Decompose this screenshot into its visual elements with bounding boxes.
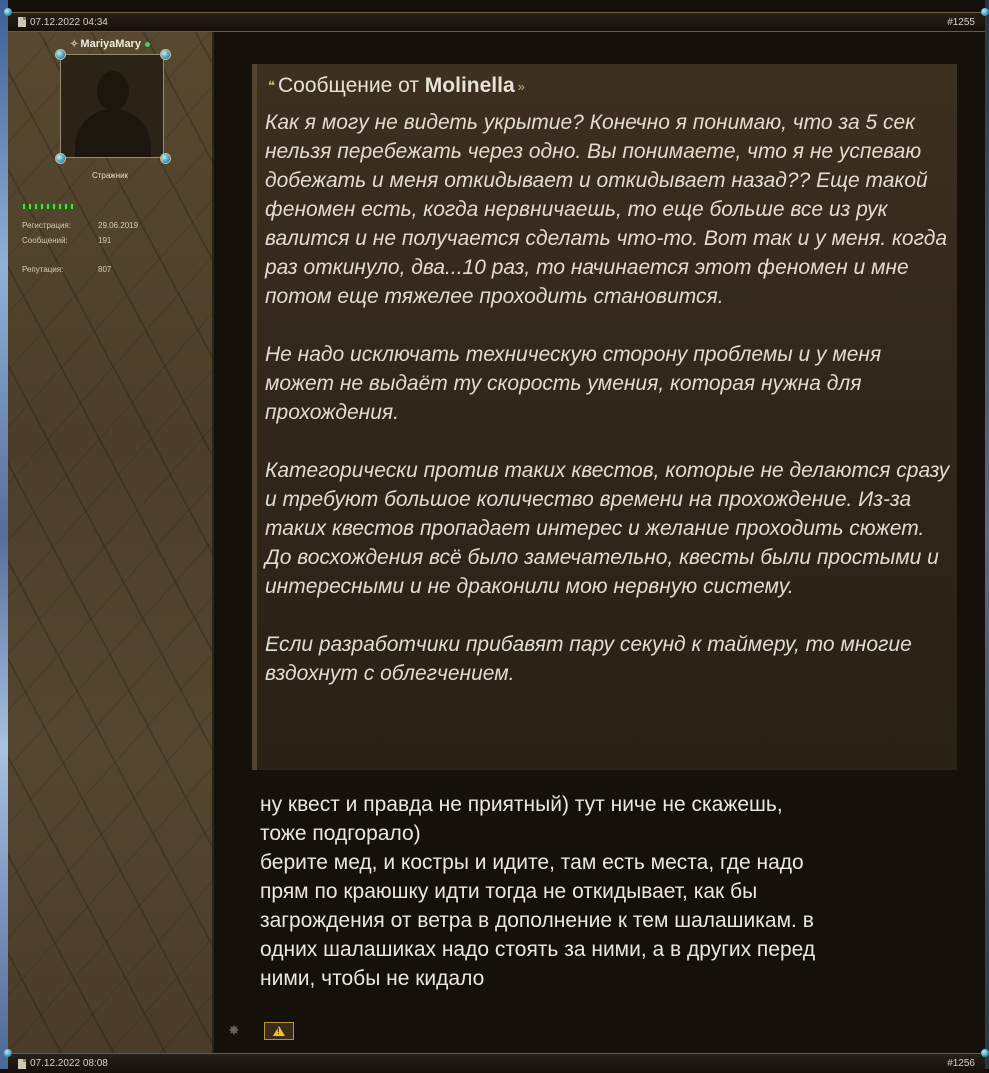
next-post-header: [8, 1053, 985, 1073]
reply-line: ними, чтобы не кидало: [260, 967, 485, 990]
document-icon: [18, 17, 26, 27]
registration-label: Регистрация:: [22, 221, 71, 230]
gear-icon[interactable]: ✸: [228, 1022, 240, 1038]
view-post-icon[interactable]: »: [517, 78, 525, 94]
quote-block: [252, 64, 957, 770]
next-post-number-link[interactable]: #1256: [947, 1058, 975, 1069]
avatar[interactable]: [60, 54, 164, 158]
post-date: 07.12.2022 04:34: [30, 16, 108, 28]
quote-paragraph: Если разработчики прибавят пару секунд к таймеру, то многие вздохнут с облегчением.: [265, 633, 912, 685]
reply-line: одних шалашиках надо стоять за ними, а в других перед: [260, 938, 816, 961]
quote-prefix: Сообщение от: [278, 74, 419, 97]
quote-header: [265, 74, 528, 98]
quote-paragraph: Категорически против таких квестов, которые не делаются сразу и требуют большое количество времени на прохождение. Из-за таких квестов пропадает интерес и желание проходить сюжет. До восхождения всё было замечательно, квесты были простыми и интересными и не драконили мою нервную систему.: [265, 459, 950, 598]
frame-gem-icon: [55, 49, 66, 60]
reply-line: берите мед, и костры и идите, там есть места, где надо: [260, 851, 804, 874]
quote-paragraph: Не надо исключать техническую сторону проблемы и у меня может не выдаёт ту скорость умения, которая нужна для прохождения.: [265, 343, 882, 424]
reply-text: [260, 790, 970, 993]
post-number-link[interactable]: #1255: [947, 16, 975, 28]
quote-author: Molinella: [424, 74, 515, 97]
quote-body: [265, 108, 950, 688]
frame-gem-icon: [160, 49, 171, 60]
messages-label: Сообщений:: [22, 236, 68, 245]
right-background-strip: [985, 0, 989, 1069]
messages-value: 191: [98, 236, 112, 245]
frame-gem-icon: [55, 153, 66, 164]
quote-paragraph: Как я могу не видеть укрытие? Конечно я понимаю, что за 5 сек нельзя перебежать через одно. Вы понимаете, что я не успеваю добежать и меня откидывает и откидывает назад?? Еще такой феномен есть, когда нервничаешь, то еще больше все из рук валится и не получается сделать что-то. Вот так и у меня. когда раз откинуло, два...10 раз, то начинается этот феномен и мне потом еще тяжелее проходить становится.: [265, 111, 947, 308]
user-rank: Стражник: [91, 171, 129, 180]
post-header: [8, 12, 985, 32]
online-status-icon: [145, 42, 150, 47]
avatar-silhouette-body: [75, 109, 151, 158]
reply-line: тоже подгорало): [260, 822, 421, 845]
document-icon: [18, 1059, 26, 1069]
report-post-button[interactable]: [264, 1022, 294, 1040]
frame-gem-icon: [160, 153, 171, 164]
messages-info: [22, 236, 112, 245]
registration-info: [22, 221, 139, 230]
post-footer: [228, 1022, 528, 1046]
registration-value: 29.06.2019: [98, 221, 139, 230]
reputation-value: 807: [98, 265, 112, 274]
post-content: [214, 32, 985, 1053]
reputation-info: [22, 265, 112, 274]
reputation-label: Репутация:: [22, 265, 64, 274]
avatar-silhouette-head: [97, 71, 129, 111]
corner-gem-icon: [981, 8, 989, 16]
reply-line: прям по краюшку идти тогда не откидывает, как бы: [260, 880, 758, 903]
reputation-bar: [22, 203, 74, 210]
username-row: [8, 38, 212, 50]
next-post-date: 07.12.2022 08:08: [30, 1058, 108, 1069]
quote-open-icon: ❝: [268, 78, 275, 94]
corner-gem-icon: [4, 1049, 12, 1057]
corner-gem-icon: [4, 8, 12, 16]
forum-post: [8, 0, 985, 1069]
reply-line: ну квест и правда не приятный) тут ниче не скажешь,: [260, 793, 783, 816]
reply-line: загрождения от ветра в дополнение к тем шалашикам. в: [260, 909, 814, 932]
username-link[interactable]: MariyaMary: [80, 38, 141, 50]
user-rank-icon: ✧: [70, 39, 79, 50]
left-background-strip: [0, 0, 8, 1069]
user-sidebar: [8, 32, 214, 1053]
warning-icon: [273, 1026, 285, 1036]
corner-gem-icon: [981, 1049, 989, 1057]
